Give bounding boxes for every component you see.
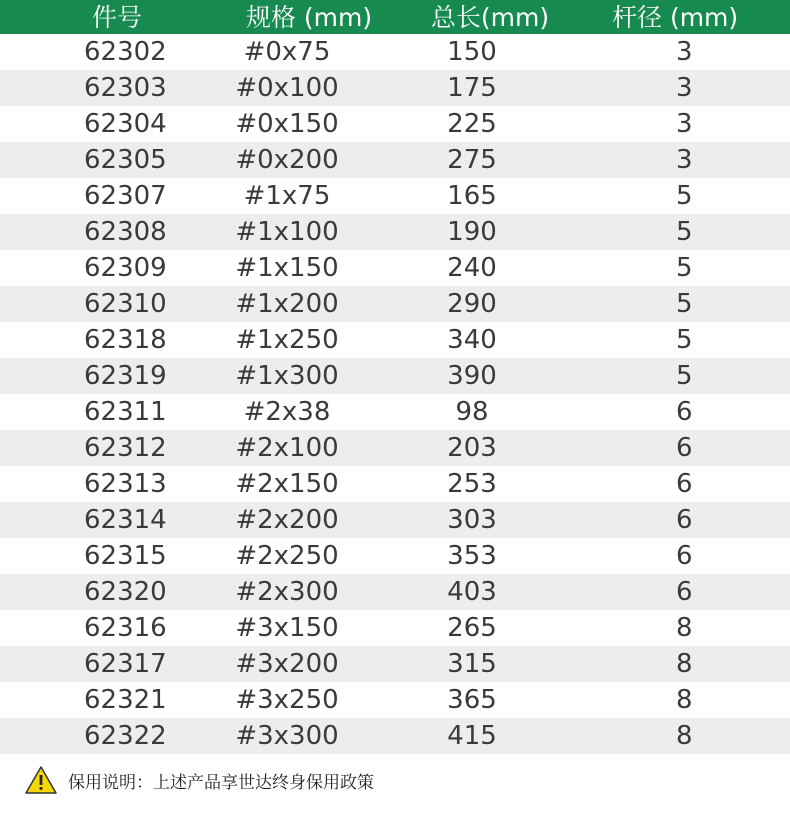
- table-row: [0, 142, 790, 178]
- cell-spec: #2x300: [235, 577, 339, 607]
- cell-shaft-diameter: 5: [676, 181, 693, 211]
- cell-shaft-diameter: 3: [676, 145, 693, 175]
- cell-total-length: 165: [447, 181, 497, 211]
- cell-total-length: 150: [447, 37, 497, 67]
- cell-part-number: 62308: [84, 217, 167, 247]
- table-row: [0, 430, 790, 466]
- cell-shaft-diameter: 3: [676, 109, 693, 139]
- table-row: [0, 394, 790, 430]
- table-row: [0, 178, 790, 214]
- cell-part-number: 62303: [84, 73, 167, 103]
- table-row: [0, 106, 790, 142]
- warranty-note-text: 保用说明：上述产品享世达终身保用政策: [68, 772, 374, 793]
- cell-total-length: 365: [447, 685, 497, 715]
- cell-total-length: 403: [447, 577, 497, 607]
- header-total-length: 总长(mm): [430, 2, 550, 32]
- table-row: [0, 214, 790, 250]
- cell-total-length: 225: [447, 109, 497, 139]
- cell-total-length: 390: [447, 361, 497, 391]
- cell-spec: #0x100: [235, 73, 339, 103]
- table-row: [0, 502, 790, 538]
- cell-shaft-diameter: 6: [676, 505, 693, 535]
- cell-shaft-diameter: 6: [676, 541, 693, 571]
- cell-spec: #2x150: [235, 469, 339, 499]
- warranty-note: [24, 764, 374, 796]
- cell-spec: #0x150: [235, 109, 339, 139]
- cell-shaft-diameter: 3: [676, 73, 693, 103]
- table-row: [0, 286, 790, 322]
- cell-spec: #1x75: [243, 181, 331, 211]
- cell-part-number: 62318: [84, 325, 167, 355]
- cell-part-number: 62317: [84, 649, 167, 679]
- cell-spec: #1x250: [235, 325, 339, 355]
- cell-shaft-diameter: 5: [676, 361, 693, 391]
- cell-total-length: 175: [447, 73, 497, 103]
- cell-shaft-diameter: 3: [676, 37, 693, 67]
- cell-part-number: 62315: [84, 541, 167, 571]
- cell-total-length: 98: [455, 397, 489, 427]
- cell-part-number: 62313: [84, 469, 167, 499]
- table-row: [0, 250, 790, 286]
- cell-shaft-diameter: 6: [676, 469, 693, 499]
- table-row: [0, 574, 790, 610]
- cell-part-number: 62316: [84, 613, 167, 643]
- cell-spec: #2x250: [235, 541, 339, 571]
- cell-part-number: 62305: [84, 145, 167, 175]
- cell-total-length: 353: [447, 541, 497, 571]
- cell-total-length: 190: [447, 217, 497, 247]
- cell-spec: #3x250: [235, 685, 339, 715]
- cell-part-number: 62302: [84, 37, 167, 67]
- cell-spec: #3x300: [235, 721, 339, 751]
- cell-total-length: 290: [447, 289, 497, 319]
- cell-part-number: 62310: [84, 289, 167, 319]
- cell-part-number: 62319: [84, 361, 167, 391]
- table-row: [0, 646, 790, 682]
- cell-total-length: 265: [447, 613, 497, 643]
- cell-part-number: 62320: [84, 577, 167, 607]
- cell-spec: #1x100: [235, 217, 339, 247]
- table-row: [0, 322, 790, 358]
- cell-spec: #2x38: [243, 397, 331, 427]
- cell-total-length: 240: [447, 253, 497, 283]
- cell-shaft-diameter: 8: [676, 613, 693, 643]
- header-spec: 规格 (mm): [245, 2, 373, 32]
- header-shaft-diameter: 杆径 (mm): [612, 2, 739, 32]
- header-part-number: 件号: [92, 2, 143, 32]
- table-row: [0, 538, 790, 574]
- cell-total-length: 340: [447, 325, 497, 355]
- cell-spec: #2x200: [235, 505, 339, 535]
- cell-part-number: 62307: [84, 181, 167, 211]
- warning-icon: [24, 765, 58, 795]
- cell-total-length: 303: [447, 505, 497, 535]
- cell-spec: #3x150: [235, 613, 339, 643]
- cell-part-number: 62314: [84, 505, 167, 535]
- cell-part-number: 62304: [84, 109, 167, 139]
- cell-shaft-diameter: 8: [676, 685, 693, 715]
- cell-shaft-diameter: 5: [676, 289, 693, 319]
- cell-part-number: 62312: [84, 433, 167, 463]
- cell-spec: #1x300: [235, 361, 339, 391]
- table-row: [0, 70, 790, 106]
- cell-total-length: 315: [447, 649, 497, 679]
- cell-shaft-diameter: 6: [676, 577, 693, 607]
- cell-spec: #0x200: [235, 145, 339, 175]
- cell-shaft-diameter: 5: [676, 217, 693, 247]
- cell-total-length: 415: [447, 721, 497, 751]
- table-row: [0, 34, 790, 70]
- cell-part-number: 62309: [84, 253, 167, 283]
- table-row: [0, 682, 790, 718]
- cell-total-length: 275: [447, 145, 497, 175]
- cell-shaft-diameter: 6: [676, 397, 693, 427]
- cell-spec: #1x200: [235, 289, 339, 319]
- table-row: [0, 610, 790, 646]
- cell-part-number: 62311: [84, 397, 167, 427]
- cell-shaft-diameter: 6: [676, 433, 693, 463]
- cell-shaft-diameter: 8: [676, 649, 693, 679]
- table-row: [0, 466, 790, 502]
- cell-part-number: 62321: [84, 685, 167, 715]
- cell-spec: #3x200: [235, 649, 339, 679]
- cell-shaft-diameter: 5: [676, 253, 693, 283]
- cell-shaft-diameter: 8: [676, 721, 693, 751]
- cell-total-length: 203: [447, 433, 497, 463]
- table-body: [0, 34, 790, 754]
- cell-part-number: 62322: [84, 721, 167, 751]
- cell-shaft-diameter: 5: [676, 325, 693, 355]
- cell-spec: #1x150: [235, 253, 339, 283]
- cell-spec: #0x75: [243, 37, 331, 67]
- cell-total-length: 253: [447, 469, 497, 499]
- cell-spec: #2x100: [235, 433, 339, 463]
- table-row: [0, 718, 790, 754]
- table-header: [0, 0, 790, 34]
- table-row: [0, 358, 790, 394]
